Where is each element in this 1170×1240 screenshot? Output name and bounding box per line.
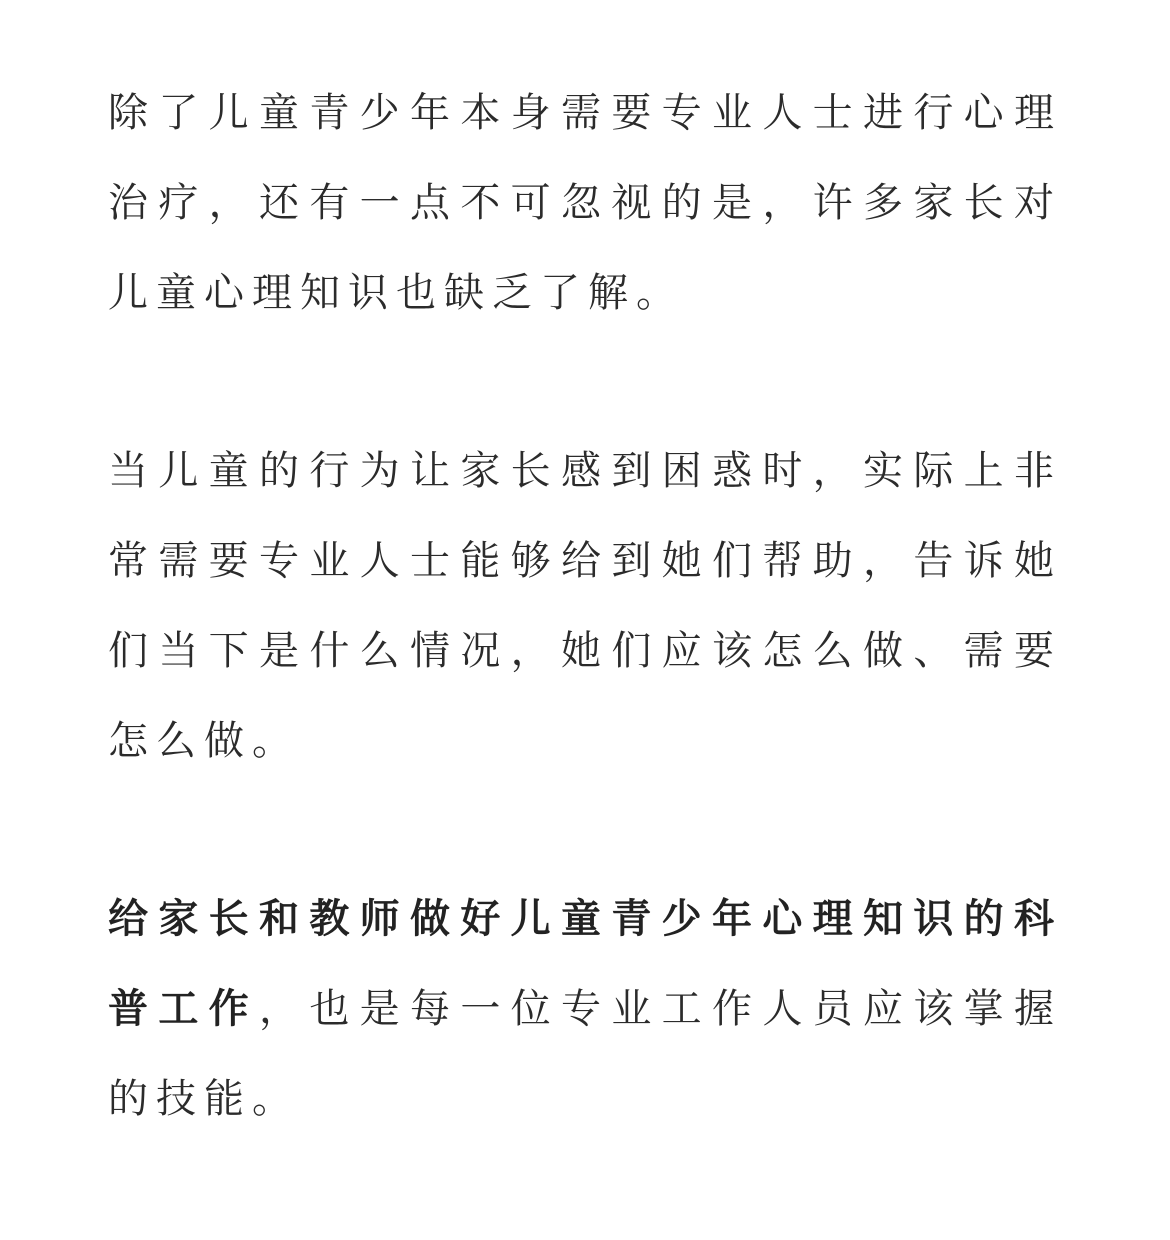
article-body (108, 68, 1062, 1144)
paragraph-3-bold-text: 给家长和教师做好儿童青少年心理知识的科普工作 (108, 896, 1062, 1032)
paragraph-2-text: 当儿童的行为让家长感到困惑时，实际上非常需要专业人士能够给到她们帮助，告诉她们当下是什么情况，她们应该怎么做、需要怎么做。 (108, 448, 1062, 764)
paragraph-2 (108, 426, 1062, 786)
paragraph-3-text: ，也是每一位专业工作人员应该掌握的技能。 (108, 986, 1062, 1122)
paragraph-1 (108, 68, 1062, 338)
paragraph-3 (108, 874, 1062, 1144)
paragraph-1-text: 除了儿童青少年本身需要专业人士进行心理治疗，还有一点不可忽视的是，许多家长对儿童心理知识也缺乏了解。 (108, 90, 1062, 316)
